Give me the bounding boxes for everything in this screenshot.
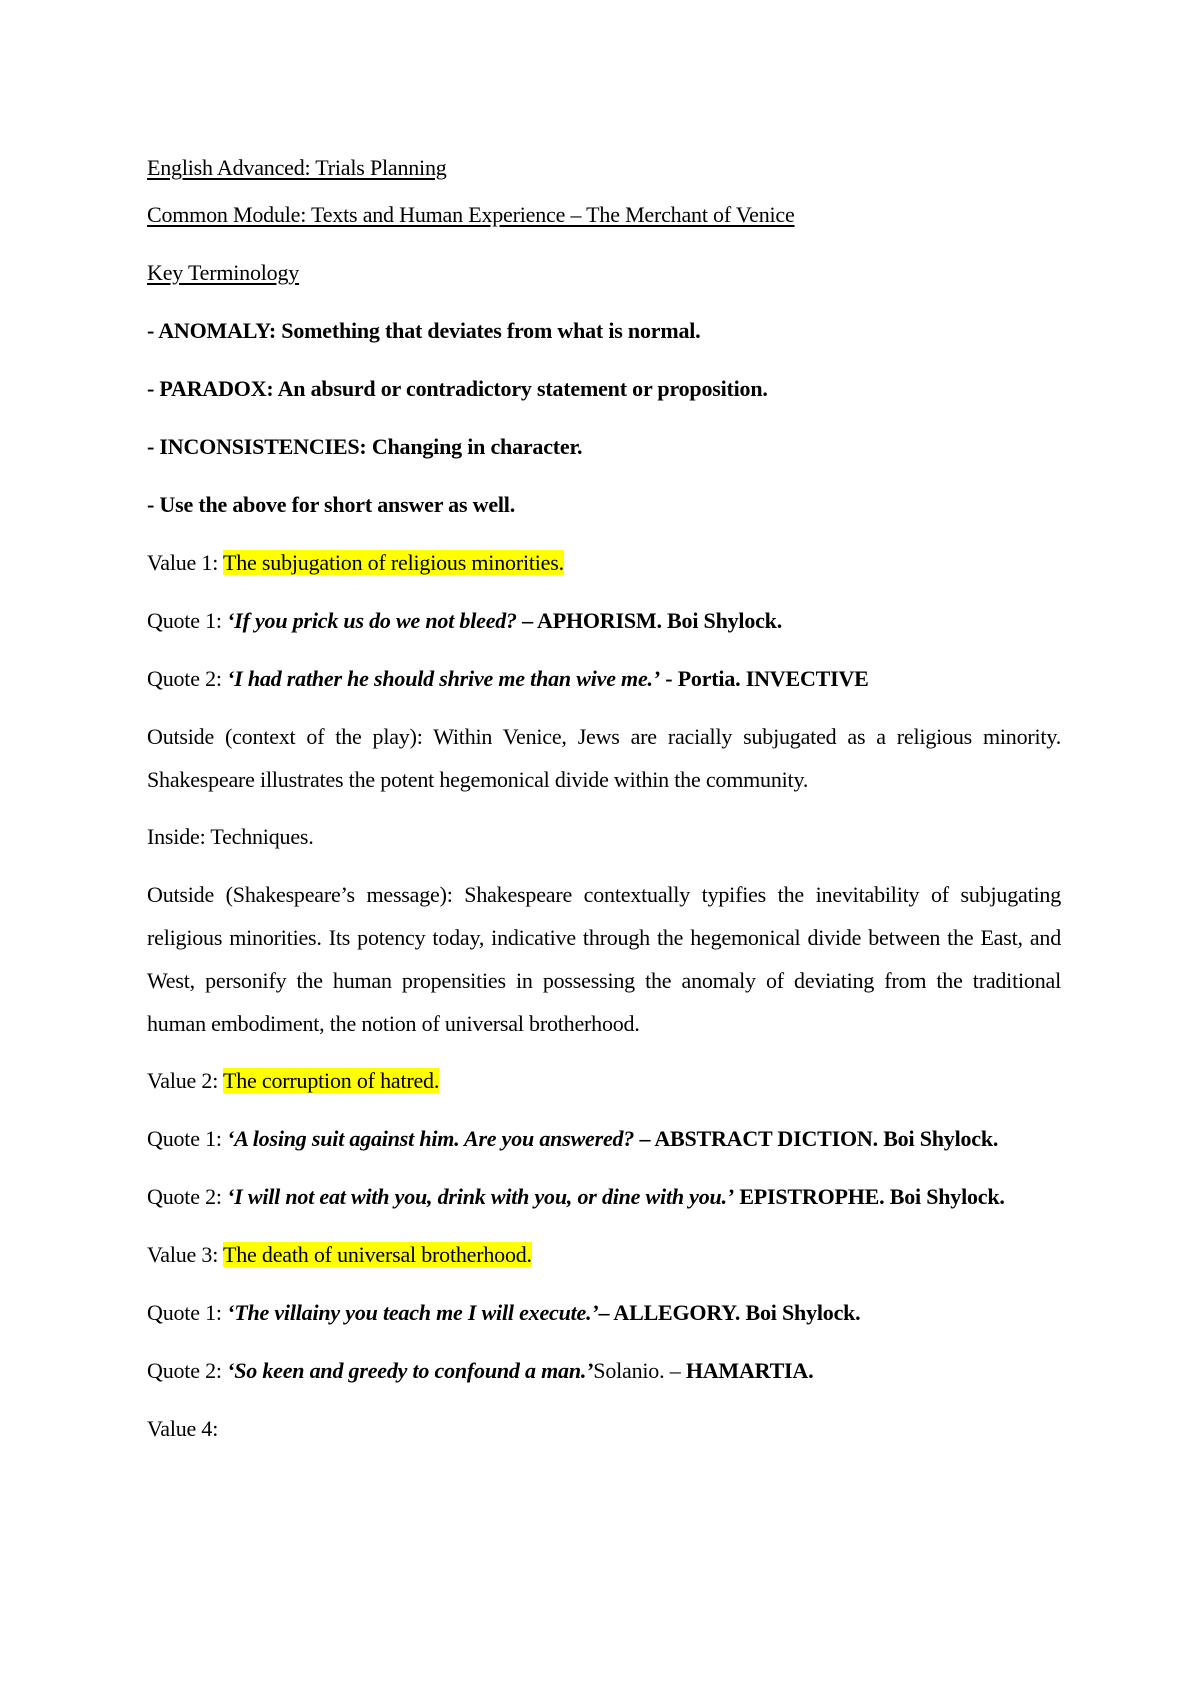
document-body — [147, 146, 1061, 1465]
value-3-quote-2: Quote 2: ‘So keen and greedy to confound a man.’Solanio. – HAMARTIA. — [147, 1358, 814, 1383]
value-2-quote-1: Quote 1: ‘A losing suit against him. Are you answered? – ABSTRACT DICTION. Boi Shylock. — [147, 1126, 999, 1151]
document-title: English Advanced: Trials Planning — [147, 155, 447, 180]
highlight: The subjugation of religious minorities. — [223, 550, 564, 575]
value-1-outside-context: Outside (context of the play): Within Venice, Jews are racially subjugated as a religious minority. Shakespeare illustrates the potent hegemonical divide within the community. — [147, 724, 1061, 792]
key-terminology-heading: Key Terminology — [147, 260, 300, 285]
term-paradox: - PARADOX: An absurd or contradictory statement or proposition. — [147, 376, 768, 401]
value-3-heading: Value 3: The death of universal brotherhood. — [147, 1242, 532, 1267]
value-1-inside: Inside: Techniques. — [147, 824, 314, 849]
highlight: The corruption of hatred. — [223, 1068, 440, 1093]
document-subtitle: Common Module: Texts and Human Experience – The Merchant of Venice — [147, 202, 795, 227]
value-4-heading: Value 4: — [147, 1416, 219, 1441]
value-2-quote-2: Quote 2: ‘I will not eat with you, drink with you, or dine with you.’ EPISTROPHE. Boi Shylock. — [147, 1184, 1005, 1209]
value-3-quote-1: Quote 1: ‘The villainy you teach me I will execute.’– ALLEGORY. Boi Shylock. — [147, 1300, 861, 1325]
term-anomaly: - ANOMALY: Something that deviates from what is normal. — [147, 318, 701, 343]
value-1-quote-1: Quote 1: ‘If you prick us do we not bleed? – APHORISM. Boi Shylock. — [147, 608, 783, 633]
term-note: - Use the above for short answer as well. — [147, 492, 516, 517]
value-1-outside-message: Outside (Shakespeare’s message): Shakespeare contextually typifies the inevitability of subjugating religious minorities. Its potency today, indicative through the hegemonical divide between the East, and West, personify the human propensities in possessing the anomaly of deviating from the traditional human embodiment, the notion of universal brotherhood. — [147, 882, 1061, 1036]
value-1-heading: Value 1: The subjugation of religious minorities. — [147, 550, 564, 575]
value-2-heading: Value 2: The corruption of hatred. — [147, 1068, 440, 1093]
value-1-quote-2: Quote 2: ‘I had rather he should shrive me than wive me.’ - Portia. INVECTIVE — [147, 666, 869, 691]
highlight: The death of universal brotherhood. — [223, 1242, 532, 1267]
term-inconsistencies: - INCONSISTENCIES: Changing in character. — [147, 434, 583, 459]
